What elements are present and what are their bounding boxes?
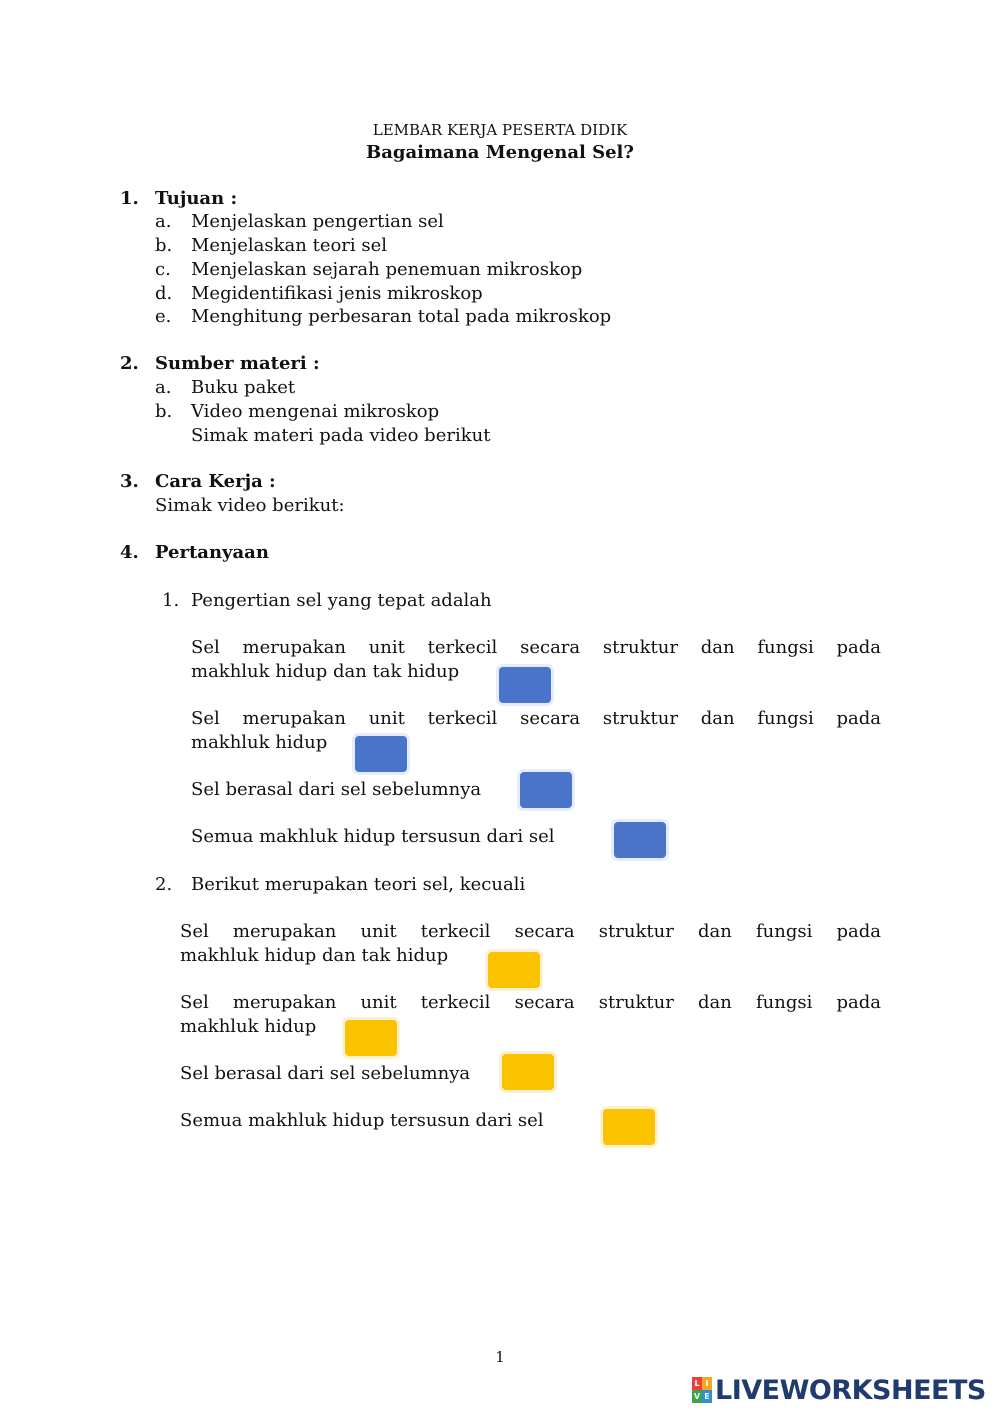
- page-number: 1: [495, 1348, 505, 1366]
- option-text-line2: makhluk hidup dan tak hidup: [180, 945, 449, 966]
- option-text: Sel berasal dari sel sebelumnya: [191, 779, 482, 800]
- option-text: Semua makhluk hidup tersusun dari sel: [180, 1110, 544, 1131]
- video-note: Simak materi pada video berikut: [191, 425, 491, 446]
- section2-heading: Sumber materi :: [155, 353, 320, 374]
- option-text-line1: Sel merupakan unit terkecil secara struktur dan fungsi pada: [180, 992, 881, 1013]
- option-text-line2: makhluk hidup dan tak hidup: [191, 661, 460, 682]
- option-text-line1: Sel merupakan unit terkecil secara struktur dan fungsi pada: [191, 637, 881, 658]
- section1-heading: Tujuan :: [155, 188, 238, 209]
- option-text-line2: makhluk hidup: [180, 1016, 317, 1037]
- answer-drop-box[interactable]: [603, 1109, 655, 1145]
- section2-number: 2.: [120, 353, 139, 374]
- page-title: Bagaimana Mengenal Sel?: [366, 142, 634, 163]
- answer-drop-box[interactable]: [502, 1054, 554, 1090]
- option-text-line2: makhluk hidup: [191, 732, 328, 753]
- list-item: Menjelaskan pengertian sel: [191, 211, 444, 232]
- list-item: Menjelaskan teori sel: [191, 235, 388, 256]
- question-number: 1.: [162, 590, 180, 611]
- worksheet-subtitle: LEMBAR KERJA PESERTA DIDIK: [372, 121, 628, 139]
- list-item: Menghitung perbesaran total pada mikroskop: [191, 306, 612, 327]
- answer-drop-box[interactable]: [488, 952, 540, 988]
- section3-number: 3.: [120, 471, 139, 492]
- option-text-line1: Sel merupakan unit terkecil secara struktur dan fungsi pada: [191, 708, 881, 729]
- option-text-line1: Sel merupakan unit terkecil secara struktur dan fungsi pada: [180, 921, 881, 942]
- answer-drop-box[interactable]: [520, 772, 572, 808]
- list-item: Menjelaskan sejarah penemuan mikroskop: [191, 259, 583, 280]
- option-text: Sel berasal dari sel sebelumnya: [180, 1063, 471, 1084]
- section4-heading: Pertanyaan: [155, 542, 269, 563]
- answer-drop-box[interactable]: [345, 1020, 397, 1056]
- list-item-letter: b.: [155, 401, 173, 422]
- section1-number: 1.: [120, 188, 139, 209]
- list-item-letter: e.: [155, 306, 172, 327]
- question-text: Berikut merupakan teori sel, kecuali: [191, 874, 526, 895]
- answer-drop-box[interactable]: [614, 822, 666, 858]
- option-text: Semua makhluk hidup tersusun dari sel: [191, 826, 555, 847]
- list-item-letter: c.: [155, 259, 171, 280]
- list-item: Buku paket: [191, 377, 296, 398]
- liveworksheets-logo-icon: L I V E: [692, 1377, 712, 1403]
- answer-drop-box[interactable]: [355, 736, 407, 772]
- question-text: Pengertian sel yang tepat adalah: [191, 590, 492, 611]
- answer-drop-box[interactable]: [499, 667, 551, 703]
- brand-name: LIVEWORKSHEETS: [715, 1374, 986, 1406]
- list-item-letter: a.: [155, 211, 172, 232]
- list-item: Video mengenai mikroskop: [191, 401, 440, 422]
- list-item-letter: a.: [155, 377, 172, 398]
- list-item-letter: d.: [155, 283, 173, 304]
- question-number: 2.: [155, 874, 173, 895]
- section4-number: 4.: [120, 542, 139, 563]
- section3-text: Simak video berikut:: [155, 495, 345, 516]
- section3-heading: Cara Kerja :: [155, 471, 276, 492]
- liveworksheets-logo: [692, 1374, 986, 1406]
- list-item-letter: b.: [155, 235, 173, 256]
- list-item: Megidentifikasi jenis mikroskop: [191, 283, 483, 304]
